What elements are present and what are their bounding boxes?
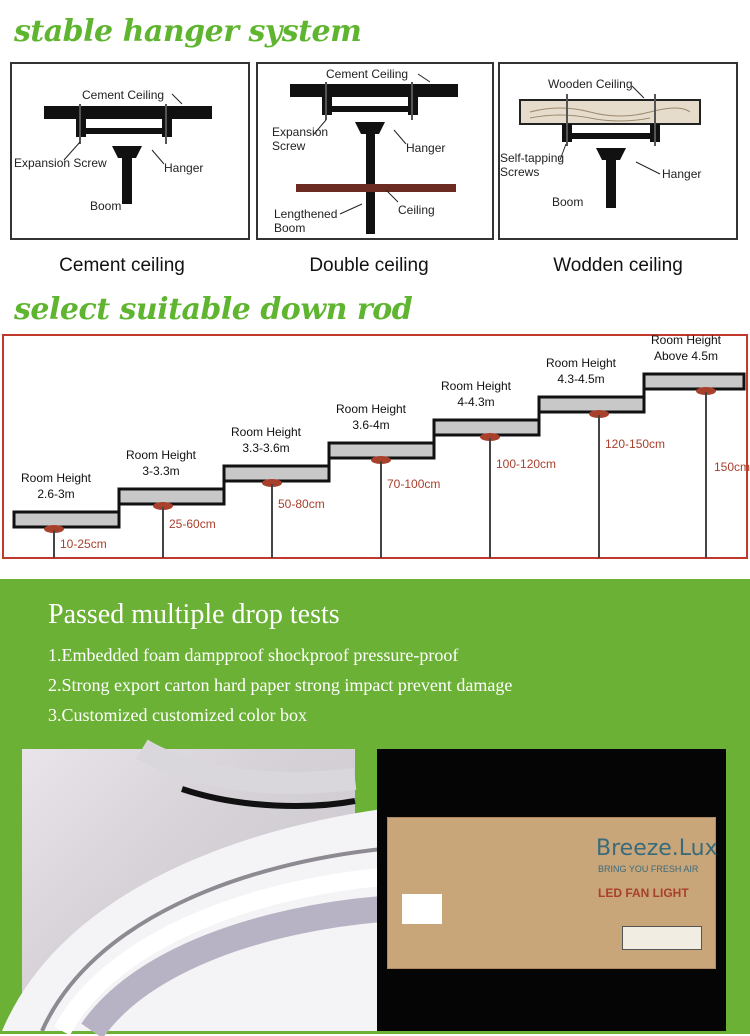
boom-label: Boom <box>90 199 122 213</box>
double-ceiling-diagram <box>256 62 494 240</box>
brand-logo: Breeze.Lux <box>596 836 718 861</box>
room-height-label: Room Height <box>650 333 722 347</box>
wooden-ceiling-label: Wooden Ceiling <box>548 77 633 91</box>
room-height-label: Room Height <box>230 425 302 439</box>
drop-tests-title: Passed multiple drop tests <box>48 599 340 630</box>
rod-length-label: 70-100cm <box>387 477 441 491</box>
wooden-ceiling-diagram <box>498 62 738 240</box>
room-height-range: Above 4.5m <box>653 349 719 363</box>
step-platform <box>644 374 744 389</box>
room-height-range: 3.6-4m <box>352 418 390 432</box>
room-height-label: Room Height <box>20 471 92 485</box>
step-platform <box>119 489 224 504</box>
boom-label: Boom <box>274 221 306 235</box>
rod-length-label: 120-150cm <box>605 437 666 451</box>
rod-length-label: 100-120cm <box>496 457 557 471</box>
rod-length-label: 10-25cm <box>60 537 107 551</box>
self-tapping-label: Self-tapping <box>500 151 565 165</box>
room-height-range: 3.3-3.6m <box>242 441 290 455</box>
down-rod-section-title: select suitable down rod <box>14 292 413 327</box>
ceiling-label: Ceiling <box>398 203 435 217</box>
drop-test-item-1: 1.Embedded foam dampproof shockproof pressure-proof <box>48 645 459 665</box>
step-platform <box>329 443 434 458</box>
screws-label: Screws <box>500 165 540 179</box>
room-height-range: 4-4.3m <box>457 395 495 409</box>
room-height-range: 4.3-4.5m <box>557 372 605 386</box>
room-height-label: Room Height <box>545 356 617 370</box>
rod-length-label: 25-60cm <box>169 517 216 531</box>
cement-ceiling-diagram <box>10 62 250 240</box>
rod-length-label: 50-80cm <box>278 497 325 511</box>
drop-test-item-3: 3.Customized customized color box <box>48 705 307 725</box>
cement-ceiling-label: Cement Ceiling <box>82 88 165 102</box>
caption-wooden-ceiling: Wodden ceiling <box>553 255 683 276</box>
step-platform <box>224 466 329 481</box>
hanger-section-title: stable hanger system <box>14 14 362 49</box>
hanger-label: Hanger <box>406 141 446 155</box>
room-height-label: Room Height <box>125 448 197 462</box>
down-rod-chart <box>2 334 748 559</box>
screw-label: Screw <box>272 139 306 153</box>
drop-tests-section <box>0 579 750 1034</box>
foam-packaging-photo <box>22 749 355 1031</box>
boom-label: Boom <box>552 195 584 209</box>
product-box <box>387 817 716 969</box>
rod-length-label: 150cm <box>714 460 750 474</box>
step-platform <box>14 512 119 527</box>
drop-test-item-2: 2.Strong export carton hard paper strong impact prevent damage <box>48 675 513 695</box>
hanger-label: Hanger <box>662 167 702 181</box>
caption-cement-ceiling: Cement ceiling <box>59 255 185 276</box>
step-platform <box>539 397 644 412</box>
expansion-screw-label: Expansion Screw <box>14 156 107 170</box>
room-height-label: Room Height <box>440 379 512 393</box>
color-box-photo <box>377 749 726 1031</box>
brand-slogan: BRING YOU FRESH AIR <box>598 864 699 874</box>
step-platform <box>434 420 539 435</box>
expansion-label: Expansion <box>272 125 329 139</box>
caption-double-ceiling: Double ceiling <box>309 255 429 276</box>
product-label: LED FAN LIGHT <box>598 886 689 900</box>
room-height-label: Room Height <box>335 402 407 416</box>
cement-ceiling-label: Cement Ceiling <box>326 67 409 81</box>
room-height-range: 3-3.3m <box>142 464 180 478</box>
fan-sticker-icon <box>402 894 442 924</box>
lengthened-label: Lengthened <box>274 207 338 221</box>
room-height-range: 2.6-3m <box>37 487 75 501</box>
spec-sticker <box>622 926 702 950</box>
hanger-label: Hanger <box>164 161 204 175</box>
